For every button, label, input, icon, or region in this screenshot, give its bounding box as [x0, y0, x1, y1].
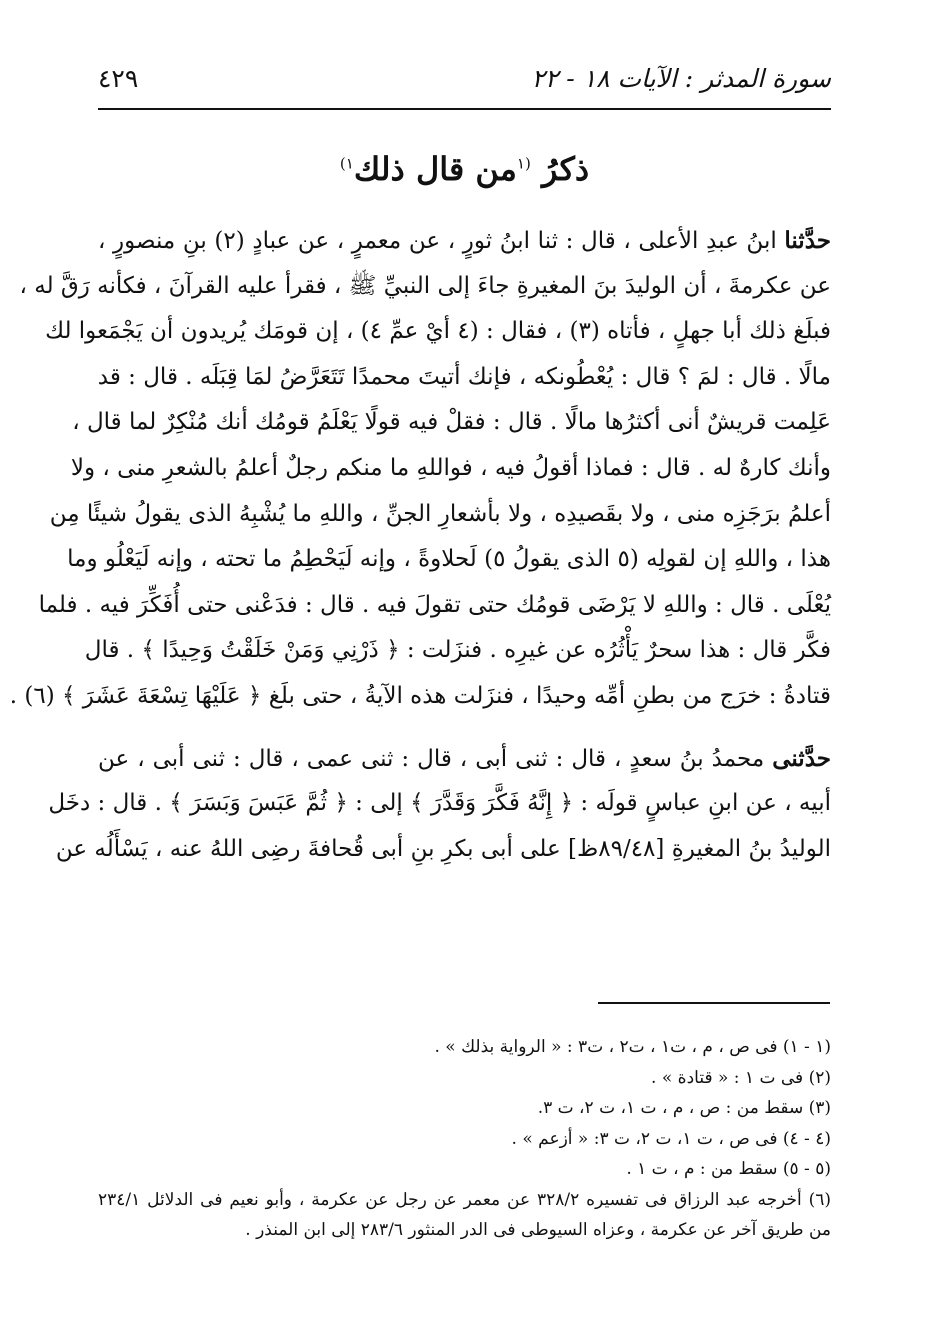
paragraph-gap	[98, 720, 831, 736]
line-text: ابنُ عبدِ الأعلى ، قال : ثنا ابنُ ثورٍ ، عن معمرٍ ، عن عبادٍ (٢) بنِ منصورٍ ،	[98, 228, 785, 254]
header-rule	[98, 108, 831, 110]
section-heading-text	[354, 150, 589, 188]
text-line	[98, 736, 831, 782]
main-text	[9, 218, 831, 872]
text-line: وأنك كارهٌ له . قال : فماذا أقولُ فيه ، فواللهِ ما منكم رجلٌ أعلمُ بالشعرِ منى ، ولا	[70, 454, 831, 481]
text-line	[98, 218, 831, 264]
text-line: فبلَغ ذلك أبا جهلٍ ، فأتاه (٣) ، فقال : (٤ أيْ عمِّ ٤) ، إن قومَك يُريدون أن يَجْمَعوا لك	[45, 318, 831, 345]
text-line: يُعْلَى . قال : واللهِ لا يَرْضَى قومُك حتى تقولَ فيه . قال : فدَعْنى حتى أُفَكِّرَ فيه . فلما	[38, 591, 831, 618]
line-text: محمدُ بنُ سعدٍ ، قال : ثنى أبى ، قال : ثنى عمى ، قال : ثنى أبى ، عن	[98, 745, 773, 772]
heading-word: ذكرُ	[530, 150, 590, 188]
footnote: (٦) أخرجه عبد الرزاق فى تفسيره ٣٢٨/٢ عن معمر عن رجل عن عكرمة ، وأبو نعيم فى الدلائل ٢٣٤/١	[98, 1189, 831, 1210]
text-line: عَلِمت قريشٌ أنى أكثرُها مالًا . قال : فقلْ فيه قولًا يَعْلَمُ قومُك أنك مُنْكِرٌ لما قال ،	[72, 409, 831, 436]
text-line: مالًا . قال : لمَ ؟ قال : يُعْطُونكه ، فإنك أتيتَ محمدًا تَتَعَرَّضُ لمَا قِبَلَه . قال : قد	[97, 363, 831, 390]
text-line: هذا ، واللهِ إن لقولِه (٥ الذى يقولُ ٥) لَحلاوةً ، وإنه لَيَحْطِمُ ما تحته ، وإنه لَيَعْلُو وما	[67, 546, 831, 573]
header-title: سورة المدثر : الآيات ١٨ - ٢٢	[531, 64, 831, 93]
heading-note-marker-open: (١	[516, 154, 531, 173]
text-line: فكَّر قال : هذا سحرٌ يَأْثُرُه عن غيرِه . فنزَلت : ﴿ ذَرْنِي وَمَنْ خَلَقْتُ وَحِيدًا ﴾ . قال	[84, 637, 831, 664]
section-heading	[98, 150, 831, 188]
footnote: (٤ - ٤) فى ص ، ت ١، ت ٢، ت ٣: « أزعم » .	[511, 1128, 831, 1149]
footnote: (٢) فى ت ١ : « قتادة » .	[651, 1067, 831, 1088]
page-number: ٤٢٩	[98, 64, 139, 93]
footnote: (٣) سقط من : ص ، م ، ت ١، ت ٢، ت ٣.	[537, 1098, 831, 1118]
footnotes	[98, 1032, 831, 1246]
text-line: أعلمُ برَجَزِه منى ، ولا بقَصيدِه ، ولا بأشعارِ الجنِّ ، واللهِ ما يُشْبِهُ الذى يقولُ شيئًا مِن	[49, 500, 831, 527]
paragraph-lead: حدَّثنى	[772, 744, 831, 772]
footnote: (١ - ١) فى ص ، م ، ت١ ، ت٢ ، ت٣ : « الرواية بذلك » .	[434, 1037, 831, 1057]
text-line: الوليدُ بنُ المغيرةِ [٨٩/٤٨ظ] على أبى بكرِ بنِ أبى قُحافةَ رضِى اللهُ عنه ، يَسْأَلُه عن	[55, 835, 831, 862]
footnote: (٥ - ٥) سقط من : م ، ت ١ .	[626, 1159, 831, 1179]
text-line: قتادةُ : خرَج من بطنِ أمِّه وحيدًا ، فنزَلت هذه الآيةُ ، حتى بلَغ ﴿ عَلَيْهَا تِسْعَةَ عَشَرَ ﴾ (٦) .	[9, 682, 831, 709]
footnote: من طريق آخر عن عكرمة ، وعزاه السيوطى فى الدر المنثور ٢٨٣/٦ إلى ابن المنذر .	[245, 1220, 831, 1240]
running-header	[98, 56, 831, 100]
paragraph-lead: حدَّثنا	[784, 227, 831, 254]
heading-note-marker: ١)	[339, 154, 354, 173]
footnote-rule	[598, 1002, 830, 1004]
text-line: أبيه ، عن ابنِ عباسٍ قولَه : ﴿ إِنَّهُ فَكَّرَ وَقَدَّرَ ﴾ إلى : ﴿ ثُمَّ عَبَسَ وَبَسَرَ ﴾ . قال : دخَل	[48, 790, 831, 817]
text-line: عن عكرمةَ ، أن الوليدَ بنَ المغيرةِ جاءَ إلى النبيِّ ﷺ ، فقرأ عليه القرآنَ ، فكأنه رَقَّ له ،	[19, 272, 831, 299]
heading-rest: من قال ذلك	[353, 150, 517, 188]
